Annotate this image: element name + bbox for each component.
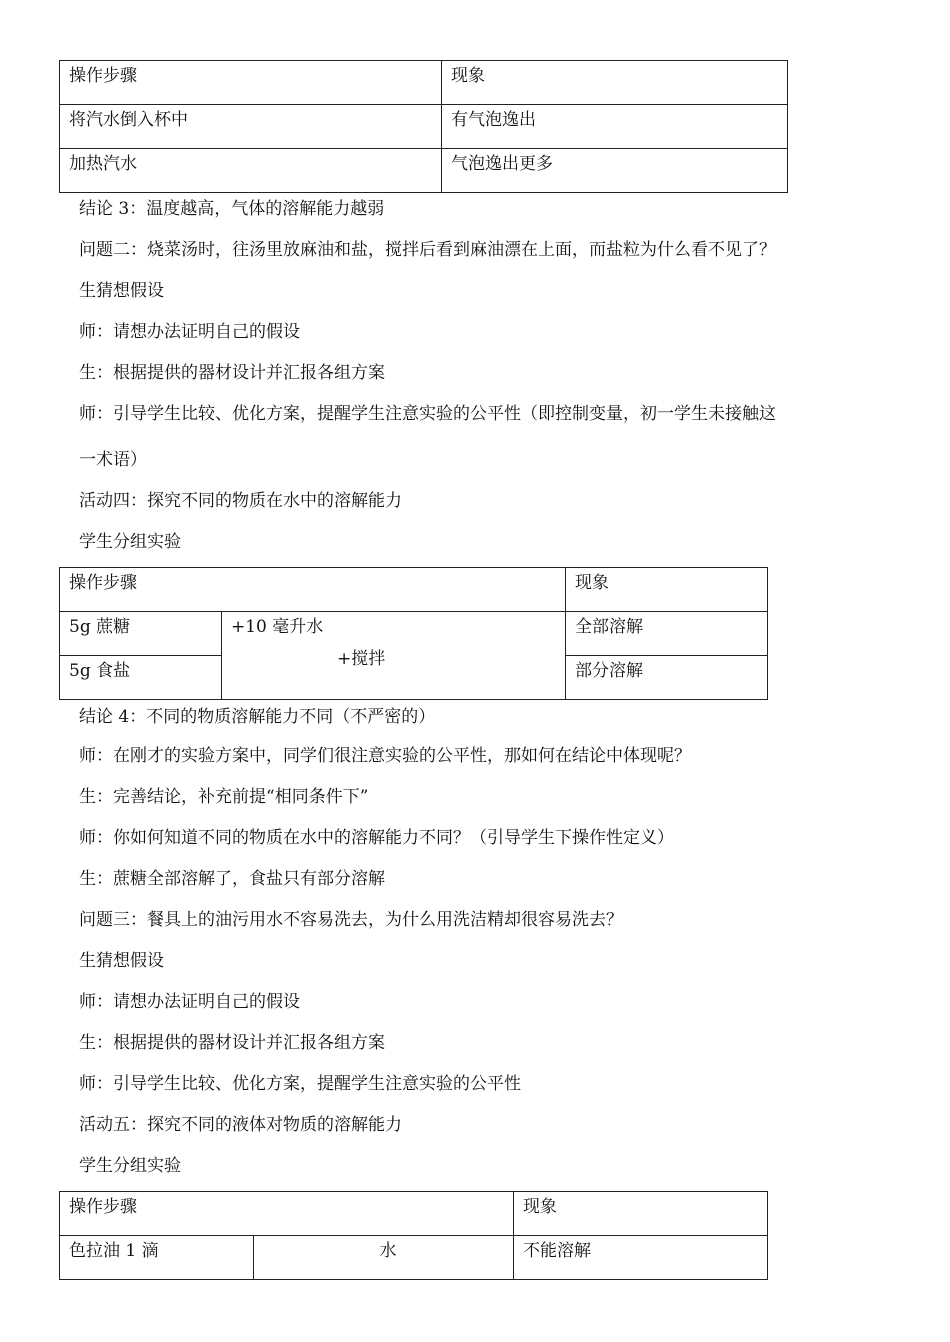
teacher-guide: 师：引导学生比较、优化方案，提醒学生注意实验的公平性（即控制变量，初一学生未接触这: [79, 404, 776, 424]
table-cell-operation: [222, 612, 566, 700]
student-hypothesis-2: 生猜想假设: [79, 951, 164, 971]
table-cell: 气泡逸出更多: [442, 149, 788, 193]
table-row: [60, 1192, 768, 1236]
activity-4: 活动四：探究不同的物质在水中的溶解能力: [79, 491, 402, 511]
water-label: +10 毫升水: [231, 617, 324, 637]
conclusion-3: 结论 3：温度越高，气体的溶解能力越弱: [79, 199, 385, 219]
table-liquid-solubility: [59, 1191, 768, 1280]
table-row: [60, 568, 768, 612]
table-row: [60, 1236, 768, 1280]
table-cell: 5g 蔗糖: [60, 612, 222, 656]
table-cell: 水: [254, 1236, 514, 1280]
question-2: 问题二：烧菜汤时，往汤里放麻油和盐，搅拌后看到麻油漂在上面，而盐粒为什么看不见了？: [79, 240, 776, 260]
student-hypothesis: 生猜想假设: [79, 281, 164, 301]
question-3: 问题三：餐具上的油污用水不容易洗去，为什么用洗洁精却很容易洗去？: [79, 910, 623, 930]
table-row: [60, 61, 788, 105]
header-cell: 操作步骤: [60, 61, 442, 105]
teacher-guide-cont: 一术语）: [79, 450, 147, 470]
table-row: [60, 149, 788, 193]
student-design-2: 生：根据提供的器材设计并汇报各组方案: [79, 1033, 385, 1053]
table-row: [60, 105, 788, 149]
table-cell: 部分溶解: [566, 656, 768, 700]
teacher-question: 师：在刚才的实验方案中，同学们很注意实验的公平性，那如何在结论中体现呢？: [79, 746, 691, 766]
table-cell: 将汽水倒入杯中: [60, 105, 442, 149]
teacher-prove: 师：请想办法证明自己的假设: [79, 322, 300, 342]
teacher-ask: 师：你如何知道不同的物质在水中的溶解能力不同？（引导学生下操作性定义）: [79, 828, 674, 848]
activity-5: 活动五：探究不同的液体对物质的溶解能力: [79, 1115, 402, 1135]
table-cell: 有气泡逸出: [442, 105, 788, 149]
table-temperature-gas: [59, 60, 788, 193]
header-cell: 现象: [514, 1192, 768, 1236]
table-cell: 加热汽水: [60, 149, 442, 193]
table-cell: 5g 食盐: [60, 656, 222, 700]
table-row: [60, 612, 768, 656]
table-cell: 不能溶解: [514, 1236, 768, 1280]
student-answer: 生：蔗糖全部溶解了，食盐只有部分溶解: [79, 869, 385, 889]
group-experiment: 学生分组实验: [79, 532, 181, 552]
header-cell: 操作步骤: [60, 568, 566, 612]
group-experiment-2: 学生分组实验: [79, 1156, 181, 1176]
header-cell: 现象: [442, 61, 788, 105]
table-cell: 色拉油 1 滴: [60, 1236, 254, 1280]
table-cell: 全部溶解: [566, 612, 768, 656]
teacher-guide-2: 师：引导学生比较、优化方案，提醒学生注意实验的公平性: [79, 1074, 521, 1094]
header-cell: 现象: [566, 568, 768, 612]
table-substance-solubility: [59, 567, 768, 700]
stir-label: +搅拌: [337, 649, 386, 669]
teacher-prove-2: 师：请想办法证明自己的假设: [79, 992, 300, 1012]
conclusion-4: 结论 4：不同的物质溶解能力不同（不严密的）: [79, 707, 436, 727]
student-improve: 生：完善结论，补充前提“相同条件下”: [79, 787, 369, 807]
header-cell: 操作步骤: [60, 1192, 514, 1236]
student-design: 生：根据提供的器材设计并汇报各组方案: [79, 363, 385, 383]
